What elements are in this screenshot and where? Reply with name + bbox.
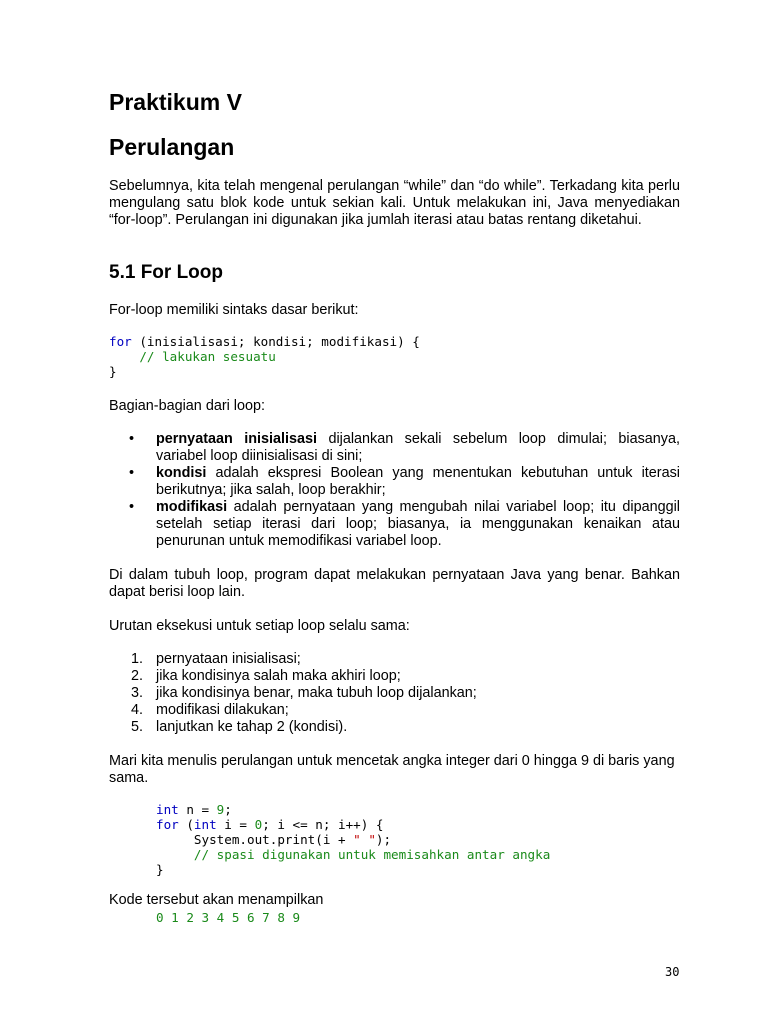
code-keyword: for [109,334,132,349]
code-text: ); [375,832,392,847]
example-intro: Mari kita menulis perulangan untuk mencetak angka integer dari 0 hingga 9 di baris yang sama. [109,753,675,786]
code-text: n = [178,802,217,817]
page-number: 30 [665,965,680,979]
list-item [109,651,680,668]
term: kondisi [156,465,207,481]
list-item [109,499,680,550]
code-text: i = [216,817,255,832]
example-code-block [156,802,550,877]
chapter-title: Perulangan [109,134,235,160]
list-item [109,719,680,736]
step-number: 4. [131,702,144,718]
step-number: 5. [131,719,144,735]
intro-paragraph: Sebelumnya, kita telah mengenal perulangan “while” dan “do while”. Terkadang kita perlu mengulang satu blok kode untuk sekian kali. Untuk melakukan ini, Java menyediakan “for-loop”. Perulangan ini digunakan jika jumlah iterasi atau batas rentang diketahui. [109,178,680,228]
order-intro: Urutan eksekusi untuk setiap loop selalu sama: [109,618,410,634]
step-text: jika kondisinya salah maka akhiri loop; [156,668,401,684]
code-text: ( [178,817,194,832]
code-number: 9 [216,802,225,817]
bullet-icon: • [129,499,135,515]
term-description: dijalankan sekali sebelum loop dimulai; biasanya, variabel loop diinisialisasi di sini; [156,431,680,464]
code-comment: // spasi digunakan untuk memisahkan antar angka [193,847,551,862]
code-keyword: for [156,817,179,832]
list-item [109,668,680,685]
parts-intro: Bagian-bagian dari loop: [109,398,266,414]
step-number: 1. [131,651,144,667]
code-keyword: int [156,802,179,817]
page-title: Praktikum V [109,89,242,115]
step-number: 2. [131,668,144,684]
term-description: adalah pernyataan yang mengubah nilai variabel loop; itu dipanggil setelah setiap iterasi dari loop; biasanya, ia menggunakan kenaikan atau penurunan untuk memodifikasi variabel loop. [156,499,680,549]
code-number: 0 [254,817,263,832]
step-text: lanjutkan ke tahap 2 (kondisi). [156,719,348,735]
syntax-intro: For-loop memiliki sintaks dasar berikut: [109,302,359,318]
step-number: 3. [131,685,144,701]
section-heading: 5.1 For Loop [109,262,223,283]
code-string: " " [353,832,376,847]
parts-list [109,431,680,550]
code-text: ; i <= n; i++) { [262,817,384,832]
syntax-code-block [109,334,420,379]
bullet-icon: • [129,431,135,447]
body-note: Di dalam tubuh loop, program dapat melakukan pernyataan Java yang benar. Bahkan dapat berisi loop lain. [109,567,680,600]
code-text: ; [224,802,232,817]
list-item [109,685,680,702]
list-item [109,702,680,719]
order-list [109,651,680,736]
code-text: } [109,364,117,379]
code-text: System.out.print(i + [193,832,354,847]
step-text: modifikasi dilakukan; [156,702,289,718]
code-comment: // lakukan sesuatu [139,349,276,364]
step-text: pernyataan inisialisasi; [156,651,301,667]
code-text: (inisialisasi; kondisi; modifikasi) { [131,334,420,349]
bullet-icon: • [129,465,135,481]
term: modifikasi [156,499,228,515]
list-item [109,465,680,499]
step-text: jika kondisinya benar, maka tubuh loop dijalankan; [156,685,477,701]
output-intro: Kode tersebut akan menampilkan [109,892,324,908]
output-text: 0 1 2 3 4 5 6 7 8 9 [156,910,301,925]
code-keyword: int [193,817,217,832]
list-item [109,431,680,465]
code-text: } [156,862,164,877]
term: pernyataan inisialisasi [156,431,318,447]
term-description: adalah ekspresi Boolean yang menentukan kebutuhan untuk iterasi berikutnya; jika salah, loop berakhir; [156,465,680,498]
